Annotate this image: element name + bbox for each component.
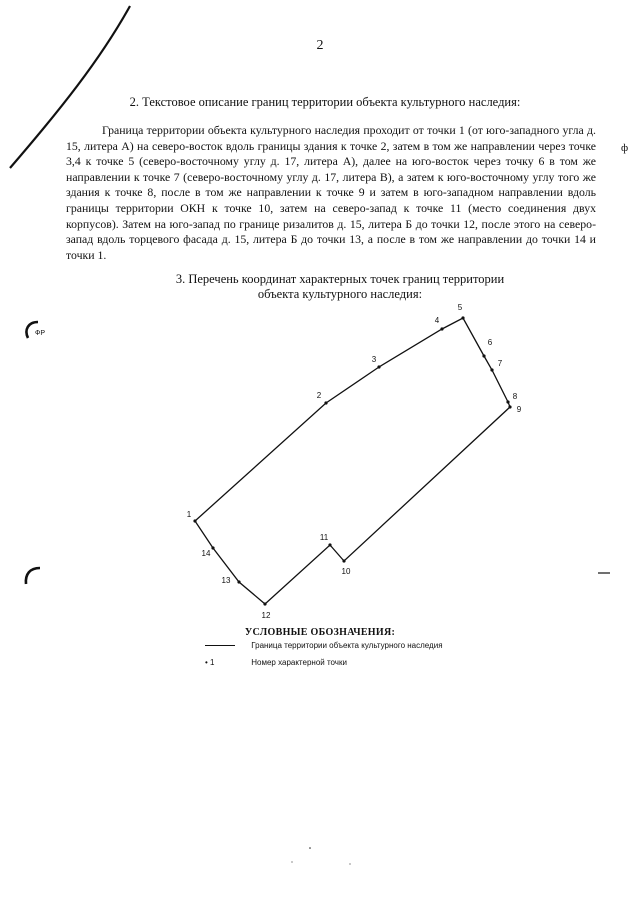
legend-row-boundary — [205, 641, 443, 650]
boundary-point-label-12: 12 — [261, 611, 271, 620]
boundary-point-3 — [377, 365, 380, 368]
boundary-point-12 — [263, 602, 266, 605]
boundary-point-2 — [324, 401, 327, 404]
boundary-point-6 — [482, 354, 485, 357]
boundary-point-label-5: 5 — [457, 303, 463, 312]
territory-boundary-line — [195, 318, 510, 604]
boundary-point-label-13: 13 — [221, 576, 231, 585]
boundary-point-9 — [508, 405, 511, 408]
boundary-point-7 — [490, 368, 493, 371]
boundary-point-13 — [237, 580, 240, 583]
boundary-point-5 — [461, 316, 464, 319]
boundary-point-4 — [440, 327, 443, 330]
section-2-heading: 2. Текстовое описание границ территории объекта культурного наследия: — [129, 95, 521, 109]
bottom-scan-specks — [280, 840, 380, 870]
legend-boundary-label: Граница территории объекта культурного наследия — [251, 641, 443, 650]
left-stamp-text: ФР — [35, 330, 45, 337]
boundary-point-14 — [211, 546, 214, 549]
boundary-point-label-14: 14 — [201, 549, 211, 558]
section-2-body-text: Граница территории объекта культурного наследия проходит от точки 1 (от юго-западного угла д. 15, литера А) на северо-восток вдоль границы здания к точке 2, затем в том же направлении через точке 3,4 к точке 5 (северо-восточному углу д. 17, литера А), далее на юго-восток через точку 6 в том же направлении к точке 7 (северо-восточному углу д. 17, литера В), а затем к юго-восточному углу того же здания к точке 8, после в том же направлении к точке 9 и затем в юго-западном направлении вдоль границы территории ОКН к точке 10, затем на северо-запад к точке 11 (место соединения двух корпусов). Затем на юго-запад по границе ризалитов д. 15, литера Б до точки 12, после этого на северо-запад вдоль торцевого фасада д. 15, литера Б до точки 13, а после в том же направлении до точки 14 и точки 1. — [66, 123, 596, 262]
boundary-point-label-10: 10 — [341, 567, 351, 576]
legend-line-symbol — [205, 645, 235, 646]
boundary-point-label-4: 4 — [434, 316, 440, 325]
boundary-point-label-2: 2 — [316, 391, 322, 400]
section-3-heading-line-1: 3. Перечень координат характерных точек границ территории — [175, 272, 505, 286]
boundary-point-label-7: 7 — [497, 359, 503, 368]
boundary-point-8 — [506, 400, 509, 403]
boundary-point-11 — [328, 543, 331, 546]
boundary-point-label-6: 6 — [487, 338, 493, 347]
boundary-point-label-11: 11 — [319, 533, 329, 542]
page-number: 2 — [316, 38, 324, 53]
boundary-point-label-8: 8 — [512, 392, 518, 401]
boundary-point-label-3: 3 — [371, 355, 377, 364]
legend-title: УСЛОВНЫЕ ОБОЗНАЧЕНИЯ: — [244, 627, 396, 638]
legend-row-point — [205, 658, 347, 667]
boundary-point-10 — [342, 559, 345, 562]
section-3-heading-line-2: объекта культурного наследия: — [257, 287, 423, 301]
legend-point-symbol: • 1 — [205, 658, 215, 667]
right-edge-mark: ф — [621, 142, 629, 154]
boundary-point-1 — [193, 519, 196, 522]
boundary-point-label-1: 1 — [186, 510, 192, 519]
boundary-point-label-9: 9 — [516, 405, 522, 414]
legend-point-label: Номер характерной точки — [251, 658, 347, 667]
